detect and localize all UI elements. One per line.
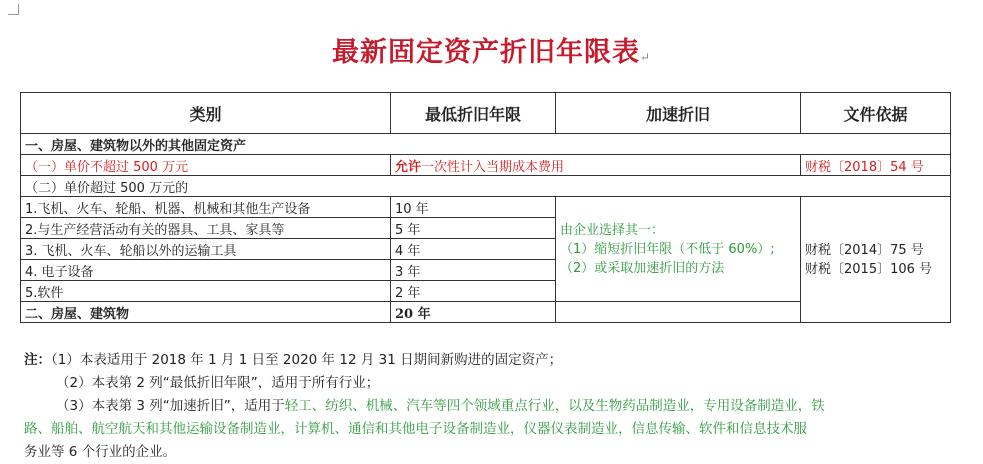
page-title [0,30,983,69]
table-row [21,176,951,197]
item-years: 5 年 [391,218,556,239]
sub1-policy-rest: 一次性计入当期成本费用 [421,159,565,175]
item-years: 3 年 [391,260,556,281]
docs-cell [801,197,951,323]
table-row [21,197,951,218]
section2-accel-empty [556,302,801,323]
notes-prefix: 注： [24,352,51,368]
header-category: 类别 [21,93,391,134]
accel-cell [556,197,801,302]
section1-label: 一、房屋、建筑物以外的其他固定资产 [21,134,951,155]
docs-line2: 财税〔2015〕106 号 [805,261,933,277]
header-accelerated: 加速折旧 [556,93,801,134]
item-label: 2.与生产经营活动有关的器具、工具、家具等 [21,218,391,239]
item-label: 3. 飞机、火车、轮船以外的运输工具 [21,239,391,260]
page-corner-mark [8,4,19,15]
item-years: 4 年 [391,239,556,260]
paragraph-mark: ↵ [639,50,652,64]
sub1-policy-bold: 允许 [395,159,422,175]
item-label: 4. 电子设备 [21,260,391,281]
sub1-policy [391,155,801,176]
note-3 [24,395,954,418]
sub1-label: （一）单价不超过 500 万元 [21,155,391,176]
accel-line1: 由企业选择其一： [560,222,665,238]
note-3-end: 务业等 6 个行业的企业。 [24,444,177,460]
note-3-industries-1: 轻工、纺织、机械、汽车等四个领域重点行业，以及生物药品制造业，专用设备制造业，铁 [284,398,825,414]
item-years: 2 年 [391,281,556,302]
item-years: 10 年 [391,197,556,218]
docs-line1: 财税〔2014〕75 号 [805,242,924,258]
table-row [21,134,951,155]
item-label: 1.飞机、火车、轮船、机器、机械和其他生产设备 [21,197,391,218]
header-min-years: 最低折旧年限 [391,93,556,134]
sub2-label: （二）单价超过 500 万元的 [21,176,951,197]
table-header-row [21,93,951,134]
table-row [21,155,951,176]
section2-years: 20 年 [391,302,556,323]
depreciation-table [20,92,951,323]
page-title-text: 最新固定资产折旧年限表 [331,37,640,68]
item-label: 5.软件 [21,281,391,302]
accel-line3: （2）或采取加速折旧的方法 [560,260,725,276]
header-document: 文件依据 [801,93,951,134]
note-1 [24,349,954,372]
accel-line2: （1）缩短折旧年限（不低于 60%）; [560,241,775,257]
note-3-start: （3）本表第 3 列“加速折旧”，适用于 [56,398,285,414]
section2-label: 二、房屋、建筑物 [21,302,391,323]
note-2: （2）本表第 2 列“最低折旧年限”，适用于所有行业； [56,375,380,391]
notes [24,349,954,464]
note-3-industries-2: 路、船舶、航空航天和其他运输设备制造业，计算机、通信和其他电子设备制造业，仪器仪表制造业，信息传输、软件和信息技术服 [24,421,807,437]
note-1-text: （1）本表适用于 2018 年 1 月 1 日至 2020 年 12 月 31 日期间新购进的固定资产； [51,352,563,368]
sub1-doc: 财税〔2018〕54 号 [801,155,951,176]
